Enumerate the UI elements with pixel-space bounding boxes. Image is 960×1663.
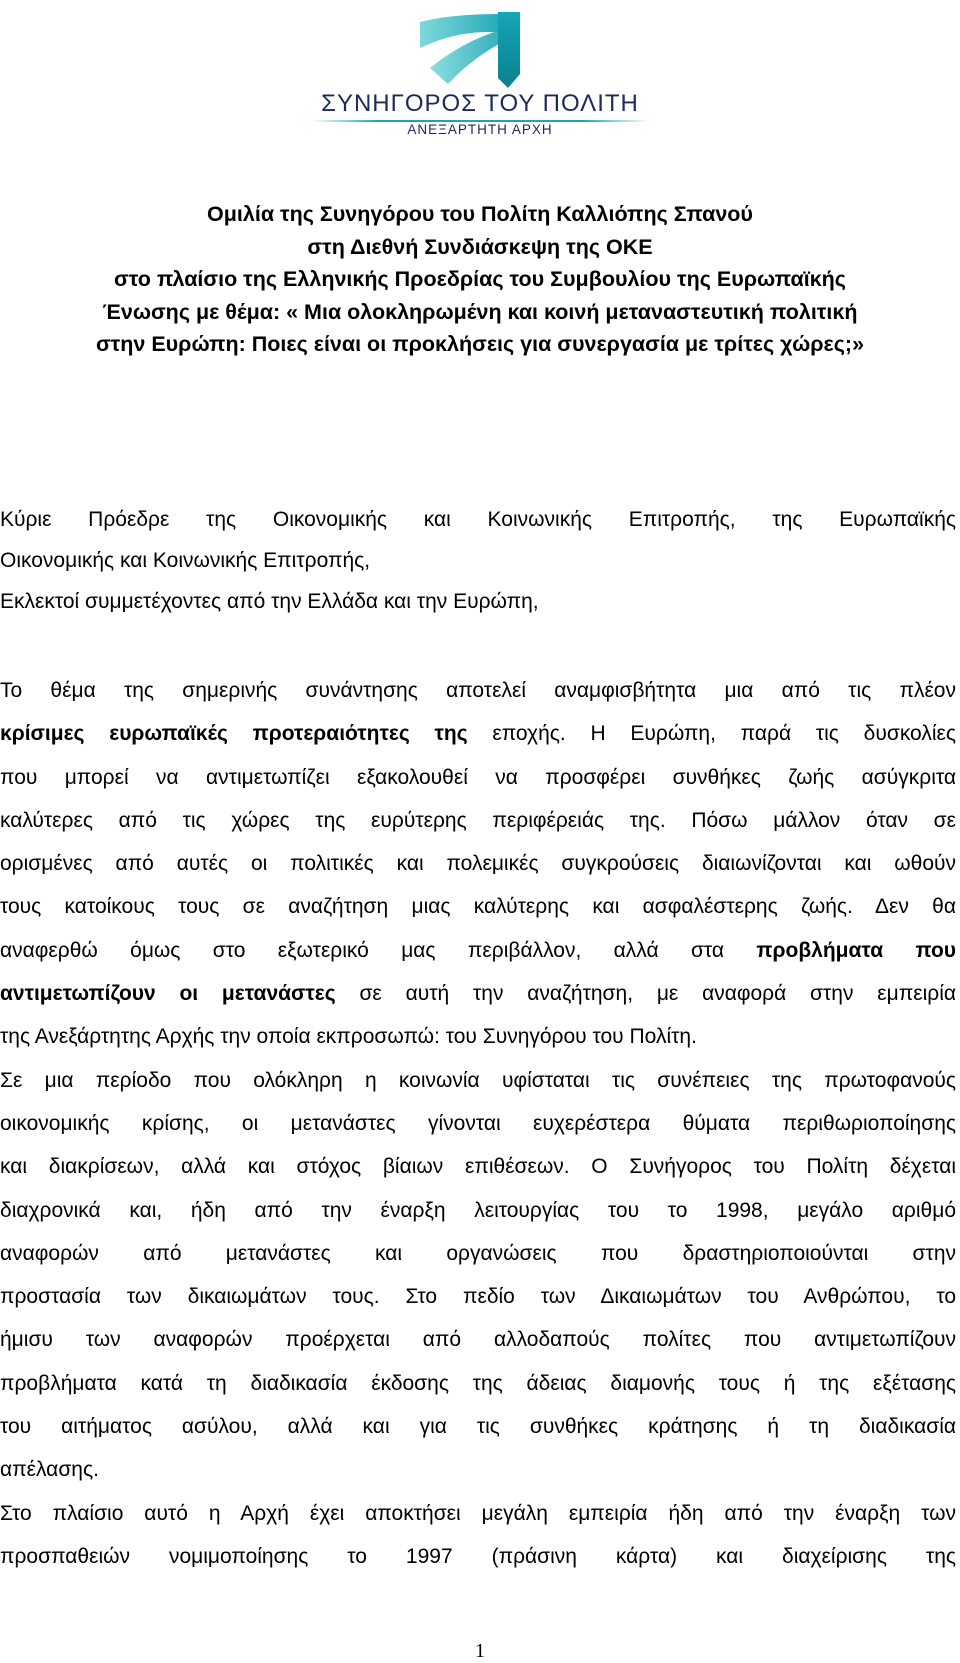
body-line: της Ανεξάρτητης Αρχής την οποία εκπροσωπώ: του Συνηγόρου του Πολίτη. (0, 1025, 697, 1049)
body-line: και διακρίσεων, αλλά και στόχος βίαιων επιθέσεων. Ο Συνήγορος του Πολίτη δέχεται (0, 1155, 956, 1179)
body-line: διαχρονικά και, ήδη από την έναρξη λειτουργίας του το 1998, μεγάλο αριθμό (0, 1198, 956, 1222)
body-line: αναφορών από μετανάστες και οργανώσεις που δραστηριοποιούνται στην (0, 1241, 956, 1265)
body-line (0, 929, 956, 972)
body-line: προβλήματα κατά τη διαδικασία έκδοσης της άδειας διαμονής τους ή της εξέτασης (0, 1371, 956, 1395)
title-line: στη Διεθνή Συνδιάσκεψη της ΟΚΕ (307, 234, 653, 259)
title-line: στην Ευρώπη: Ποιες είναι οι προκλήσεις για συνεργασία με τρίτες χώρες;» (95, 332, 865, 356)
body-line: Το θέμα της σημερινής συνάντησης αποτελεί αναμφισβήτητα μια από τις πλέον (0, 679, 956, 702)
greeting-line: Εκλεκτοί συμμετέχοντες από την Ελλάδα και την Ευρώπη, (0, 590, 539, 613)
body-line: τους κατοίκους τους σε αναζήτηση μιας καλύτερης και ασφαλέστερης ζωής. Δεν θα (0, 895, 956, 919)
body-line: Στο πλαίσιο αυτό η Αρχή έχει αποκτήσει μεγάλη εμπειρία ήδη από την έναρξη των (0, 1501, 956, 1525)
body-line: οικονομικής κρίσης, οι μετανάστες γίνονται ευχερέστερα θύματα περιθωριοποίησης (0, 1111, 956, 1135)
logo-subtitle-text: ΑΝΕΞΑΡΤΗΤΗ ΑΡΧΗ (407, 122, 553, 137)
body-line: απέλασης. (0, 1458, 99, 1482)
speech-title (0, 198, 960, 361)
ombudsman-logo (300, 8, 660, 138)
greeting-block (0, 499, 956, 622)
logo-name-text: ΣΥΝΗΓΟΡΟΣ ΤΟΥ ΠΟΛΙΤΗ (321, 90, 639, 117)
body-line: προσπαθειών νομιμοποίησης το 1997 (πράσινη κάρτα) και διαχείρισης της (0, 1544, 956, 1568)
page-number: 1 (475, 1640, 485, 1662)
body-text (0, 669, 956, 1578)
body-line: που μπορεί να αντιμετωπίζει εξακολουθεί να προσφέρει συνθήκες ζωής ασύγκριτα (0, 765, 956, 789)
bold-phrase: προβλήματα που (756, 938, 956, 962)
body-line-text: εποχής. Η Ευρώπη, παρά τις δυσκολίες (467, 722, 956, 746)
title-line: Ένωσης με θέμα: « Μια ολοκληρωμένη και κοινή μεταναστευτική πολιτική (102, 299, 858, 324)
body-line-text: σε αυτή την αναζήτηση, με αναφορά στην εμπειρία (335, 982, 956, 1006)
bold-phrase: κρίσιμες ευρωπαϊκές προτεραιότητες της (0, 722, 468, 746)
body-line: ήμισυ των αναφορών προέρχεται από αλλοδαπούς πολίτες που αντιμετωπίζουν (0, 1328, 956, 1352)
title-line: Ομιλία της Συνηγόρου του Πολίτη Καλλιόπης Σπανού (207, 202, 753, 226)
body-line: ορισμένες από αυτές οι πολιτικές και πολεμικές συγκρούσεις διαιωνίζονται και ωθούν (0, 852, 956, 876)
body-line (0, 712, 956, 755)
greeting-line: Οικονομικής και Κοινωνικής Επιτροπής, (0, 549, 371, 572)
bold-phrase: αντιμετωπίζουν οι μετανάστες (0, 982, 336, 1006)
body-line (0, 972, 956, 1015)
title-line: στο πλαίσιο της Ελληνικής Προεδρίας του Συμβουλίου της Ευρωπαϊκής (114, 267, 846, 291)
body-line: προστασία των δικαιωμάτων τους. Στο πεδίο των Δικαιωμάτων του Ανθρώπου, το (0, 1285, 956, 1309)
logo-arrow-icon (410, 8, 540, 90)
body-line: του αιτήματος ασύλου, αλλά και για τις συνθήκες κράτησης ή τη διαδικασία (0, 1415, 956, 1439)
greeting-line: Κύριε Πρόεδρε της Οικονομικής και Κοινωνικής Επιτροπής, της Ευρωπαϊκής (0, 508, 956, 531)
body-line: Σε μια περίοδο που ολόκληρη η κοινωνία υφίσταται τις συνέπειες της πρωτοφανούς (0, 1068, 956, 1092)
body-line-text: αναφερθώ όμως στο εξωτερικό μας περιβάλλον, αλλά στα (0, 938, 757, 962)
body-line: καλύτερες από τις χώρες της ευρύτερης περιφέρειάς της. Πόσω μάλλον όταν σε (0, 808, 956, 832)
